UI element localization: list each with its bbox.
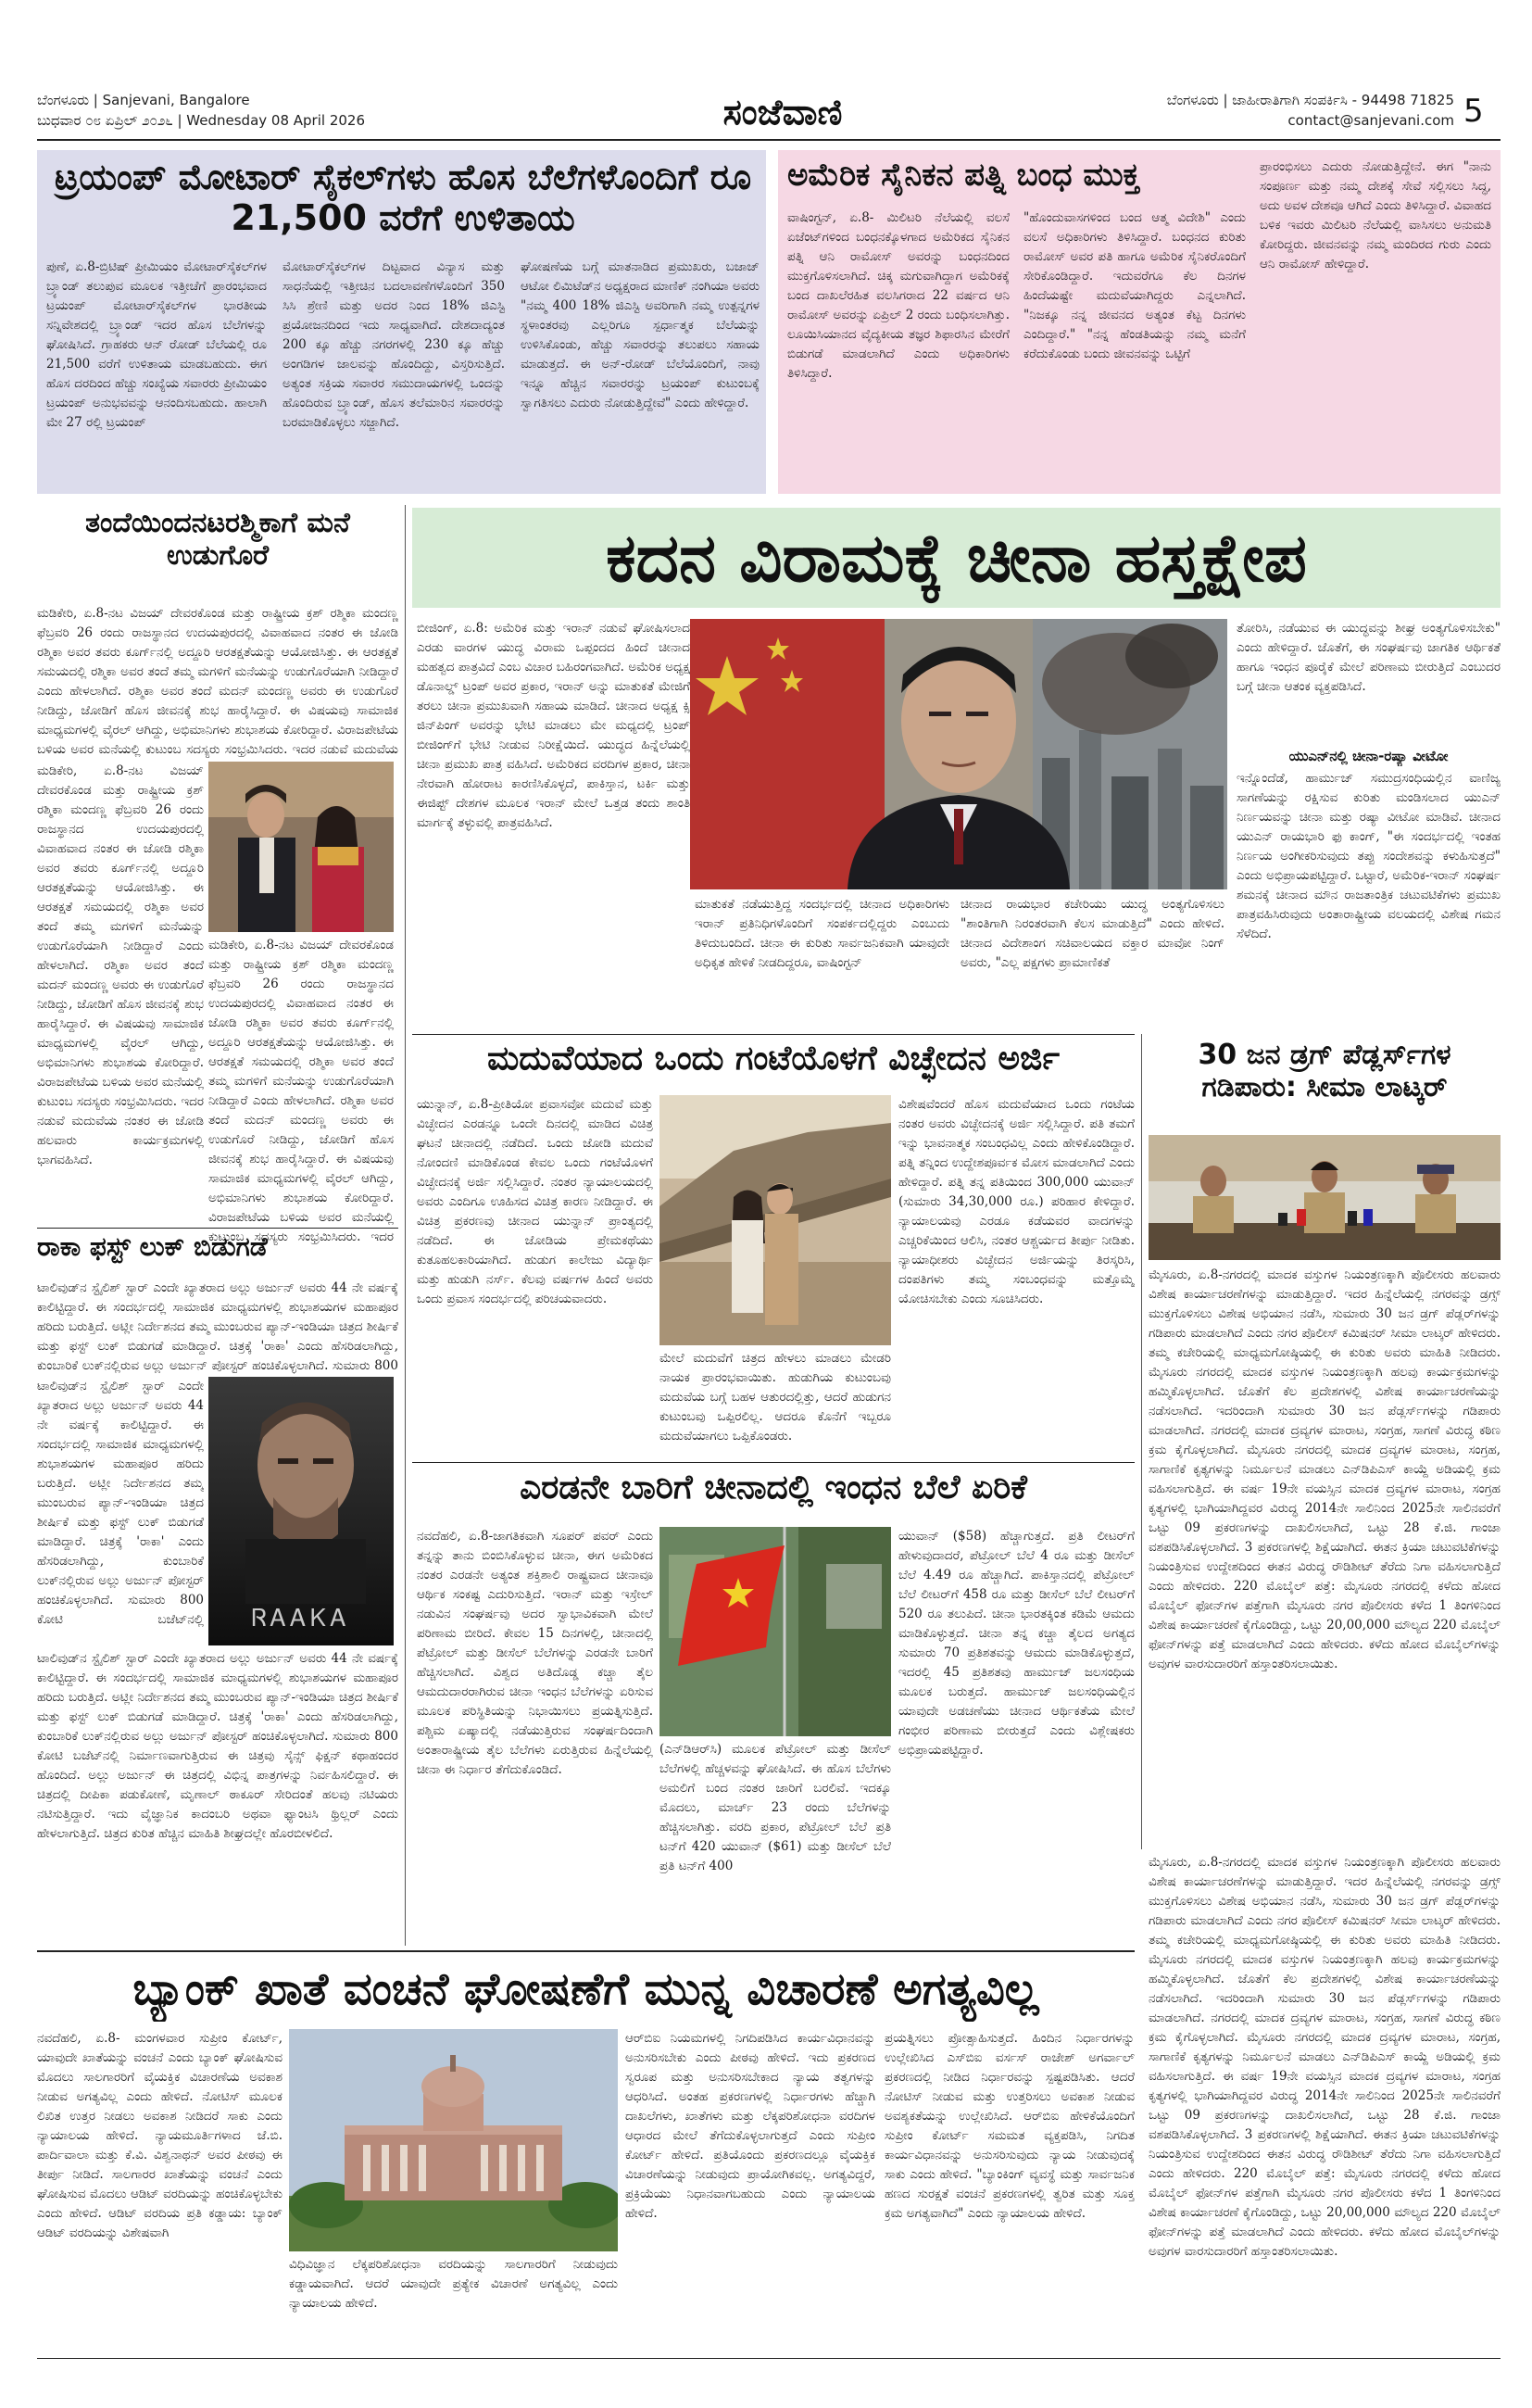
- wedding-couple-photo: [659, 1095, 891, 1345]
- bank-fraud-col2: ಆರ್‌ಬಿಐ ನಿಯಮಗಳಲ್ಲಿ ನಿಗದಿಪಡಿಸಿದ ಕಾರ್ಯವಿಧಾನವನ್ನು ಅನುಸರಿಸಬೇಕು ಎಂದು ಪೀಠವು ಹೇಳಿದೆ. ಇದು ಪ್ರಕರಣದ ಸ್ವರೂಪ ಮತ್ತು ಅನುಸರಿಸಬೇಕಾದ ನ್ಯಾಯ ತತ್ವಗಳನ್ನು ಆಧರಿಸಿದೆ. ಅಂತಹ ಪ್ರಕರಣಗಳಲ್ಲಿ ನಿರ್ಧಾರಗಳು ಹೆಚ್ಚಾಗಿ ದಾಖಲೆಗಳು, ಖಾತೆಗಳು ಮತ್ತು ಲೆಕ್ಕಪರಿಶೋಧನಾ ವರದಿಗಳ ಆಧಾರದ ಮೇಲೆ ತೆಗೆದುಕೊಳ್ಳಲಾಗುತ್ತದೆ ಎಂದು ಸುಪ್ರೀಂ ಕೋರ್ಟ್ ಹೇಳಿದೆ. ಪ್ರತಿಯೊಂದು ಪ್ರಕರಣದಲ್ಲೂ ವೈಯಕ್ತಿಕ ವಿಚಾರಣೆಯನ್ನು ನೀಡುವುದು ಪ್ರಾಯೋಗಿಕವಲ್ಲ. ಅಗತ್ಯವಿದ್ದರೆ, ಪ್ರಕ್ರಿಯೆಯು ನಿಧಾನವಾಗಬಹುದು ಎಂದು ನ್ಯಾಯಾಲಯ ಹೇಳಿದೆ.: [625, 2031, 875, 2221]
- china-ceasefire-col1: ಬೀಜಿಂಗ್, ಏ.8: ಅಮೆರಿಕ ಮತ್ತು ಇರಾನ್ ನಡುವೆ ಘೋಷಿಸಲಾದ ಎರಡು ವಾರಗಳ ಯುದ್ಧ ವಿರಾಮ ಒಪ್ಪಂದದ ಹಿಂದೆ ಚೀನಾದ ಮಹತ್ವದ ಪಾತ್ರವಿದೆ ಎಂಬ ವಿಚಾರ ಬಹಿರಂಗವಾಗಿದೆ. ಅಮೆರಿಕ ಅಧ್ಯಕ್ಷ ಡೊನಾಲ್ಡ್ ಟ್ರಂಪ್ ಅವರ ಪ್ರಕಾರ, ಇರಾನ್ ಅನ್ನು ಮಾತುಕತೆ ಮೇಜಿಗೆ ತರಲು ಚೀನಾ ಪ್ರಮುಖವಾಗಿ ಸಹಾಯ ಮಾಡಿದೆ. ಚೀನಾದ ಅಧ್ಯಕ್ಷ ಕ್ಸಿ ಜಿನ್‌ಪಿಂಗ್ ಅವರನ್ನು ಭೇಟಿ ಮಾಡಲು ಮೇ ಮಧ್ಯದಲ್ಲಿ ಟ್ರಂಪ್ ಬೀಜಿಂಗ್‌ಗೆ ಭೇಟಿ ನೀಡುವ ನಿರೀಕ್ಷೆಯಿದೆ. ಯುದ್ಧದ ಹಿನ್ನೆಲೆಯಲ್ಲಿ ಚೀನಾ ಪ್ರಮುಖ ಪಾತ್ರ ವಹಿಸಿದೆ. ಅಮೆರಿಕದ ವರದಿಗಳ ಪ್ರಕಾರ, ಚೀನಾ ನೇರವಾಗಿ ಹೋರಾಟ ಕಾರಣಿಸಿಕೊಳ್ಳದೆ, ಪಾಕಿಸ್ತಾನ, ಟರ್ಕಿ ಮತ್ತು ಈಜಿಪ್ಟ್ ದೇಶಗಳ ಮೂಲಕ ಇರಾನ್ ಮೇಲೆ ಒತ್ತಡ ತಂದು ಶಾಂತಿ ಮಾರ್ಗಕ್ಕೆ ತಳ್ಳುವಲ್ಲಿ ಪಾತ್ರವಹಿಸಿದೆ.: [417, 621, 690, 830]
- triumph-col2: ಮೋಟಾರ್‌ಸೈಕಲ್‌ಗಳ ದಿಟ್ಟವಾದ ವಿನ್ಯಾಸ ಮತ್ತು ಸಾಧನೆಯಲ್ಲಿ ಇತ್ತೀಚಿನ ಬದಲಾವಣೆಗಳೊಂದಿಗೆ 350 ಸಿಸಿ ಶ್ರೇಣಿ ಮತ್ತು ಅದರ ನಿಂದ 18% ಜಿಎಸ್ಟಿ ಪ್ರಯೋಜನದಿಂದ ಇದು ಸಾಧ್ಯವಾಗಿದೆ. ದೇಶದಾದ್ಯಂತ 200 ಕ್ಕೂ ಹೆಚ್ಚು ನಗರಗಳಲ್ಲಿ 230 ಕ್ಕೂ ಹೆಚ್ಚು ಅಂಗಡಿಗಳ ಜಾಲವನ್ನು ಹೊಂದಿದ್ದು, ವಿಸ್ತರಿಸುತ್ತಿದೆ. ಅತ್ಯಂತ ಸಕ್ರಿಯ ಸವಾರರ ಸಮುದಾಯಗಳಲ್ಲಿ ಒಂದನ್ನು ಹೊಂದಿರುವ ಬ್ರ್ಯಾಂಡ್, ಹೊಸ ತಲೆಮಾರಿನ ಸವಾರರನ್ನು ಬರಮಾಡಿಕೊಳ್ಳಲು ಸಜ್ಜಾಗಿದೆ.: [283, 259, 505, 430]
- china-ceasefire-subhead: ಯುಎನ್‌ನಲ್ಲಿ ಚೀನಾ-ರಷ್ಯಾ ವೀಟೋ: [1288, 748, 1449, 764]
- rashmika-text-top: ಮಡಿಕೇರಿ, ಏ.8-ನಟ ವಿಜಯ್ ದೇವರಕೊಂಡ ಮತ್ತು ರಾಷ್ಟ್ರೀಯ ಕ್ರಶ್ ರಶ್ಮಿಕಾ ಮಂದಣ್ಣ ಫೆಬ್ರವರಿ 26 ರಂದು ರಾಜಸ್ಥಾನದ ಉದಯಪುರದಲ್ಲಿ ವಿವಾಹವಾದ ನಂತರ ಈ ಜೋಡಿ ರಶ್ಮಿಕಾ ಅವರ ತವರು ಕೂರ್ಗ್‌ನಲ್ಲಿ ಅದ್ದೂರಿ ಆರತಕ್ಷತೆಯನ್ನು ಆಯೋಜಿಸಿತ್ತು. ಈ ಆರತಕ್ಷತೆ ಸಮಯದಲ್ಲಿ ರಶ್ಮಿಕಾ ಅವರ ತಂದೆ ತಮ್ಮ ಮಗಳಿಗೆ ಮನೆಯನ್ನು ಉಡುಗೊರೆಯಾಗಿ ನೀಡಿದ್ದಾರೆ ಎಂದು ಹೇಳಲಾಗಿದೆ. ರಶ್ಮಿಕಾ ಅವರ ತಂದೆ ಮದನ್ ಮಂದಣ್ಣ ಅವರು ಈ ಉಡುಗೊರೆ ನೀಡಿದ್ದು, ಜೋಡಿಗೆ ಹೊಸ ಜೀವನಕ್ಕೆ ಶುಭ ಹಾರೈಸಿದ್ದಾರೆ. ಈ ವಿಷಯವು ಸಾಮಾಜಿಕ ಮಾಧ್ಯಮಗಳಲ್ಲಿ ವೈರಲ್ ಆಗಿದ್ದು, ಅಭಿಮಾನಿಗಳು ಶುಭಾಶಯ ಕೋರಿದ್ದಾರೆ. ವಿರಾಜಪೇಟೆಯ ಬಳಿಯ ಅವರ ಮನೆಯಲ್ಲಿ ಕುಟುಂಬ ಸದಸ್ಯರು ಸಂಭ್ರಮಿಸಿದರು. ಇದರ ನಡುವೆ ಮದುವೆಯ: [37, 606, 398, 757]
- rashmika-text-right: ಮಡಿಕೇರಿ, ಏ.8-ನಟ ವಿಜಯ್ ದೇವರಕೊಂಡ ಮತ್ತು ರಾಷ್ಟ್ರೀಯ ಕ್ರಶ್ ರಶ್ಮಿಕಾ ಮಂದಣ್ಣ ಫೆಬ್ರವರಿ 26 ರಂದು ರಾಜಸ್ಥಾನದ ಉದಯಪುರದಲ್ಲಿ ವಿವಾಹವಾದ ನಂತರ ಈ ಜೋಡಿ ರಶ್ಮಿಕಾ ಅವರ ತವರು ಕೂರ್ಗ್‌ನಲ್ಲಿ ಅದ್ದೂರಿ ಆರತಕ್ಷತೆಯನ್ನು ಆಯೋಜಿಸಿತ್ತು. ಈ ಆರತಕ್ಷತೆ ಸಮಯದಲ್ಲಿ ರಶ್ಮಿಕಾ ಅವರ ತಂದೆ ತಮ್ಮ ಮಗಳಿಗೆ ಮನೆಯನ್ನು ಉಡುಗೊರೆಯಾಗಿ ನೀಡಿದ್ದಾರೆ ಎಂದು ಹೇಳಲಾಗಿದೆ. ರಶ್ಮಿಕಾ ಅವರ ತಂದೆ ಮದನ್ ಮಂದಣ್ಣ ಅವರು ಈ ಉಡುಗೊರೆ ನೀಡಿದ್ದು, ಜೋಡಿಗೆ ಹೊಸ ಜೀವನಕ್ಕೆ ಶುಭ ಹಾರೈಸಿದ್ದಾರೆ. ಈ ವಿಷಯವು ಸಾಮಾಜಿಕ ಮಾಧ್ಯಮಗಳಲ್ಲಿ ವೈರಲ್ ಆಗಿದ್ದು, ಅಭಿಮಾನಿಗಳು ಶುಭಾಶಯ ಕೋರಿದ್ದಾರೆ. ವಿರಾಜಪೇಟೆಯ ಬಳಿಯ ಅವರ ಮನೆಯಲ್ಲಿ ಕುಟುಂಬ ಸದಸ್ಯರು ಸಂಭ್ರಮಿಸಿದರು. ಇದರ: [208, 938, 394, 1244]
- divorce-col1: ಯುನ್ನಾನ್, ಏ.8-ಪ್ರೀತಿಯೋ ಪ್ರವಾಸವೋ ಮದುವೆ ಮತ್ತು ವಿಚ್ಛೇದನ ಎರಡನ್ನೂ ಒಂದೇ ದಿನದಲ್ಲಿ ಮಾಡಿದ ವಿಚಿತ್ರ ಘಟನೆ ಚೀನಾದಲ್ಲಿ ನಡೆದಿದೆ. ಒಂದು ಜೋಡಿ ಮದುವೆ ನೋಂದಣಿ ಮಾಡಿಕೊಂಡ ಕೇವಲ ಒಂದು ಗಂಟೆಯೊಳಗೆ ವಿಚ್ಛೇದನಕ್ಕೆ ಅರ್ಜಿ ಸಲ್ಲಿಸಿದ್ದಾರೆ. ನಂತರ ನ್ಯಾಯಾಲಯದಲ್ಲಿ ಅವರು ಎಂದಿಗೂ ಊಹಿಸದ ವಿಚಿತ್ರ ಕಾರಣ ನೀಡಿದ್ದಾರೆ. ಈ ವಿಚಿತ್ರ ಪ್ರಕರಣವು ಚೀನಾದ ಯುನ್ನಾನ್ ಪ್ರಾಂತ್ಯದಲ್ಲಿ ನಡೆದಿದೆ. ಈ ಜೋಡಿಯ ಪ್ರೇಮಕಥೆಯು ಕುತೂಹಲಕಾರಿಯಾಗಿದೆ. ಹುಡುಗ ಕಾಲೇಜು ವಿದ್ಯಾರ್ಥಿ ಮತ್ತು ಹುಡುಗಿ ನರ್ಸ್. ಕೆಲವು ವರ್ಷಗಳ ಹಿಂದೆ ಅವರು ಒಂದು ಪ್ರವಾಸ ಸಂದರ್ಭದಲ್ಲಿ ಪರಿಚಯವಾದರು.: [417, 1097, 653, 1306]
- divorce-headline: ಮದುವೆಯಾದ ಒಂದು ಗಂಟೆಯೊಳಗೆ ವಿಚ್ಛೇದನ ಅರ್ಜಿ: [487, 1040, 1060, 1078]
- xi-jinping-photo: [690, 619, 1227, 889]
- china-flag-photo: [659, 1527, 891, 1736]
- us-soldier-col2: "ಹೊಂದುವಾಸಗಳಿಂದ ಬಂದ ಆತ್ಮ ವಿದೇಶಿ" ಎಂದು ವಲಸೆ ಅಧಿಕಾರಿಗಳು ತಿಳಿಸಿದ್ದಾರೆ. ಬಂಧನದ ಕುರಿತು ರಾಮೋಸ್ ಅವರ ಪತಿ ಹಾಗೂ ಅಮೆರಿಕ ಸೈನಿಕರೊಂದಿಗೆ ಸೇರಿಕೊಂಡಿದ್ದಾರೆ. ಇದುವರೆಗೂ ಕೆಲ ದಿನಗಳ ಹಿಂದೆಯಷ್ಟೇ ಮದುವೆಯಾಗಿದ್ದರು ಎನ್ನಲಾಗಿದೆ. "ನಿಜಕ್ಕೂ ನನ್ನ ಜೀವನದ ಅತ್ಯಂತ ಕೆಟ್ಟ ದಿನಗಳು ಎಂದಿದ್ದಾರೆ." "ನನ್ನ ಹೆಂಡತಿಯನ್ನು ನಮ್ಮ ಮನೆಗೆ ಕರೆದುಕೊಂಡು ಬಂದು ಜೀವನವನ್ನು ಒಟ್ಟಿಗೆ: [1023, 210, 1246, 361]
- fuel-price-col2: ಯುವಾನ್ ($58) ಹೆಚ್ಚಾಗುತ್ತದೆ. ಪ್ರತಿ ಲೀಟರ್‌ಗೆ ಹೇಳುವುದಾದರೆ, ಪೆಟ್ರೋಲ್ ಬೆಲೆ 4 ರೂ ಮತ್ತು ಡೀಸೆಲ್ ಬೆಲೆ 4.49 ರೂ ಹೆಚ್ಚಾಗಿದೆ. ಪಾಕಿಸ್ತಾನದಲ್ಲಿ ಪೆಟ್ರೋಲ್ ಬೆಲೆ ಲೀಟರ್‌ಗೆ 458 ರೂ ಮತ್ತು ಡೀಸೆಲ್ ಬೆಲೆ ಲೀಟರ್‌ಗೆ 520 ರೂ ತಲುಪಿದೆ. ಚೀನಾ ಭಾರತಕ್ಕಿಂತ ಕಡಿಮೆ ಆಮದು ಮಾಡಿಕೊಳ್ಳುತ್ತದೆ. ಚೀನಾ ತನ್ನ ಕಚ್ಚಾ ತೈಲದ ಅಗತ್ಯದ ಸುಮಾರು 70 ಪ್ರತಿಶತವನ್ನು ಆಮದು ಮಾಡಿಕೊಳ್ಳುತ್ತದೆ, ಇದರಲ್ಲಿ 45 ಪ್ರತಿಶತವು ಹಾರ್ಮುಜ್ ಜಲಸಂಧಿಯ ಮೂಲಕ ಬರುತ್ತದೆ. ಹಾರ್ಮುಜ್ ಜಲಸಂಧಿಯಲ್ಲಿನ ಯಾವುದೇ ಅಡಚಣೆಯು ಚೀನಾದ ಆರ್ಥಿಕತೆಯ ಮೇಲೆ ಗಂಭೀರ ಪರಿಣಾಮ ಬೀರುತ್ತದೆ ಎಂದು ವಿಶ್ಲೇಷಕರು ಅಭಿಪ್ರಾಯಪಟ್ಟಿದ್ದಾರೆ.: [898, 1529, 1135, 1758]
- raaka-poster: [208, 1377, 394, 1645]
- divorce-col2: ವಿಶೇಷವೆಂದರೆ ಹೊಸ ಮದುವೆಯಾದ ಒಂದು ಗಂಟೆಯ ನಂತರ ಅವರು ವಿಚ್ಛೇದನಕ್ಕೆ ಅರ್ಜಿ ಸಲ್ಲಿಸಿದ್ದಾರೆ. ಪತಿ ತಮಗೆ ಇನ್ನು ಭಾವನಾತ್ಮಕ ಸಂಬಂಧವಿಲ್ಲ ಎಂದು ಹೇಳಿಕೊಂಡಿದ್ದಾರೆ. ಪತ್ನಿ ತನ್ನಿಂದ ಉದ್ದೇಶಪೂರ್ವಕ ಮೋಸ ಮಾಡಲಾಗಿದೆ ಎಂದು ಹೇಳಿದ್ದಾರೆ. ಪತ್ನಿ ತನ್ನ ಪತಿಯಿಂದ 300,000 ಯುವಾನ್ (ಸುಮಾರು 34,30,000 ರೂ.) ಪರಿಹಾರ ಕೇಳಿದ್ದಾರೆ. ನ್ಯಾಯಾಲಯವು ಎರಡೂ ಕಡೆಯವರ ವಾದಗಳನ್ನು ಎಚ್ಚರಿಕೆಯಿಂದ ಆಲಿಸಿ, ನಂತರ ಆಶ್ಚರ್ಯದ ತೀರ್ಪು ನೀಡಿತು. ನ್ಯಾಯಾಧೀಶರು ವಿಚ್ಛೇದನ ಅರ್ಜಿಯನ್ನು ತಿರಸ್ಕರಿಸಿ, ದಂಪತಿಗಳು ತಮ್ಮ ಸಂಬಂಧವನ್ನು ಮತ್ತೊಮ್ಮೆ ಯೋಚಿಸಬೇಕು ಎಂದು ಸೂಚಿಸಿದರು.: [898, 1097, 1135, 1306]
- raaka-rule: [37, 1228, 398, 1229]
- bank-fraud-caption: ವಿಧಿವಿಜ್ಞಾನ ಲೆಕ್ಕಪರಿಶೋಧನಾ ವರದಿಯನ್ನು ಸಾಲಗಾರರಿಗೆ ನೀಡುವುದು ಕಡ್ಡಾಯವಾಗಿದೆ. ಆದರೆ ಯಾವುದೇ ಪ್ರತ್ಯೇಕ ವಿಚಾರಣೆ ಅಗತ್ಯವಿಲ್ಲ ಎಂದು ನ್ಯಾಯಾಲಯ ಹೇಳಿದೆ.: [289, 2257, 618, 2311]
- china-ceasefire-col2: ಮಾತುಕತೆ ನಡೆಯುತ್ತಿದ್ದ ಸಂದರ್ಭದಲ್ಲಿ ಚೀನಾದ ಅಧಿಕಾರಿಗಳು ಇರಾನ್ ಪ್ರತಿನಿಧಿಗಳೊಂದಿಗೆ ಸಂಪರ್ಕದಲ್ಲಿದ್ದರು ಎಂಬುದು ತಿಳಿದುಬಂದಿದೆ. ಚೀನಾ ಈ ಕುರಿತು ಸಾರ್ವಜನಿಕವಾಗಿ ಯಾವುದೇ ಅಧಿಕೃತ ಹೇಳಿಕೆ ನೀಡದಿದ್ದರೂ, ವಾಷಿಂಗ್ಟನ್: [695, 897, 949, 970]
- bank-fraud-col1: ನವದೆಹಲಿ, ಏ.8- ಮಂಗಳವಾರ ಸುಪ್ರೀಂ ಕೋರ್ಟ್, ಯಾವುದೇ ಖಾತೆಯನ್ನು ವಂಚನೆ ಎಂದು ಬ್ಯಾಂಕ್ ಘೋಷಿಸುವ ಮೊದಲು ಸಾಲಗಾರರಿಗೆ ವೈಯಕ್ತಿಕ ವಿಚಾರಣೆಯ ಅವಕಾಶ ನೀಡುವ ಅಗತ್ಯವಿಲ್ಲ ಎಂದು ಹೇಳಿದೆ. ನೋಟಿಸ್ ಮೂಲಕ ಲಿಖಿತ ಉತ್ತರ ನೀಡಲು ಅವಕಾಶ ನೀಡಿದರೆ ಸಾಕು ಎಂದು ನ್ಯಾಯಾಲಯ ಹೇಳಿದೆ. ನ್ಯಾಯಮೂರ್ತಿಗಳಾದ ಜೆ.ಬಿ. ಪಾರ್ದಿವಾಲಾ ಮತ್ತು ಕೆ.ವಿ. ವಿಶ್ವನಾಥನ್ ಅವರ ಪೀಠವು ಈ ತೀರ್ಪು ನೀಡಿದೆ. ಸಾಲಗಾರರ ಖಾತೆಯನ್ನು ವಂಚನೆ ಎಂದು ಘೋಷಿಸುವ ಮೊದಲು ಆಡಿಟ್ ವರದಿಯನ್ನು ಹಂಚಿಕೊಳ್ಳಬೇಕು ಎಂದು ಹೇಳಿದೆ. ಆಡಿಟ್ ವರದಿಯ ಪ್ರತಿ ಕಡ್ಡಾಯ: ಬ್ಯಾಂಕ್ ಆಡಿಟ್ ವರದಿಯನ್ನು ವಿಶೇಷವಾಗಿ: [37, 2031, 283, 2240]
- rashmika-text-left: ಮಡಿಕೇರಿ, ಏ.8-ನಟ ವಿಜಯ್ ದೇವರಕೊಂಡ ಮತ್ತು ರಾಷ್ಟ್ರೀಯ ಕ್ರಶ್ ರಶ್ಮಿಕಾ ಮಂದಣ್ಣ ಫೆಬ್ರವರಿ 26 ರಂದು ರಾಜಸ್ಥಾನದ ಉದಯಪುರದಲ್ಲಿ ವಿವಾಹವಾದ ನಂತರ ಈ ಜೋಡಿ ರಶ್ಮಿಕಾ ಅವರ ತವರು ಕೂರ್ಗ್‌ನಲ್ಲಿ ಅದ್ದೂರಿ ಆರತಕ್ಷತೆಯನ್ನು ಆಯೋಜಿಸಿತ್ತು. ಈ ಆರತಕ್ಷತೆ ಸಮಯದಲ್ಲಿ ರಶ್ಮಿಕಾ ಅವರ ತಂದೆ ತಮ್ಮ ಮಗಳಿಗೆ ಮನೆಯನ್ನು ಉಡುಗೊರೆಯಾಗಿ ನೀಡಿದ್ದಾರೆ ಎಂದು ಹೇಳಲಾಗಿದೆ. ರಶ್ಮಿಕಾ ಅವರ ತಂದೆ ಮದನ್ ಮಂದಣ್ಣ ಅವರು ಈ ಉಡುಗೊರೆ ನೀಡಿದ್ದು, ಜೋಡಿಗೆ ಹೊಸ ಜೀವನಕ್ಕೆ ಶುಭ ಹಾರೈಸಿದ್ದಾರೆ. ಈ ವಿಷಯವು ಸಾಮಾಜಿಕ ಮಾಧ್ಯಮಗಳಲ್ಲಿ ವೈರಲ್ ಆಗಿದ್ದು, ಅಭಿಮಾನಿಗಳು ಶುಭಾಶಯ ಕೋರಿದ್ದಾರೆ. ವಿರಾಜಪೇಟೆಯ ಬಳಿಯ ಅವರ ಮನೆಯಲ್ಲಿ ಕುಟುಂಬ ಸದಸ್ಯರು ಸಂಭ್ರಮಿಸಿದರು. ಇದರ ನಡುವೆ ಮದುವೆಯ ನಂತರ ಈ ಜೋಡಿ ಹಲವಾರು ಕಾರ್ಯಕ್ರಮಗಳಲ್ಲಿ ಭಾಗವಹಿಸಿದೆ.: [37, 763, 204, 1167]
- fuel-price-col1: ನವದೆಹಲಿ, ಏ.8-ಜಾಗತಿಕವಾಗಿ ಸೂಪರ್ ಪವರ್ ಎಂದು ತನ್ನನ್ನು ತಾನು ಬಿಂಬಿಸಿಕೊಳ್ಳುವ ಚೀನಾ, ಈಗ ಅಮೆರಿಕದ ನಂತರ ಎರಡನೇ ಅತ್ಯಂತ ಶಕ್ತಿಶಾಲಿ ರಾಷ್ಟ್ರವಾದ ಚೀನಾವೂ ಆರ್ಥಿಕ ಸಂಕಷ್ಟ ಎದುರಿಸುತ್ತಿದೆ. ಇರಾನ್ ಮತ್ತು ಇಸ್ರೇಲ್ ನಡುವಿನ ಸಂಘರ್ಷವು ಅದರ ಸ್ವಾಭಾವಿಕವಾಗಿ ಮೇಲೆ ಪರಿಣಾಮ ಬೀರಿದೆ. ಕೇವಲ 15 ದಿನಗಳಲ್ಲಿ, ಚೀನಾದಲ್ಲಿ ಪೆಟ್ರೋಲ್ ಮತ್ತು ಡೀಸೆಲ್ ಬೆಲೆಗಳನ್ನು ಎರಡನೇ ಬಾರಿಗೆ ಹೆಚ್ಚಿಸಲಾಗಿದೆ. ವಿಶ್ವದ ಅತಿದೊಡ್ಡ ಕಚ್ಚಾ ತೈಲ ಆಮದುದಾರರಾಗಿರುವ ಚೀನಾ ಇಂಧನ ಬೆಲೆಗಳನ್ನು ಏರಿಸುವ ಮೂಲಕ ಪರಿಸ್ಥಿತಿಯನ್ನು ನಿಭಾಯಿಸಲು ಪ್ರಯತ್ನಿಸುತ್ತಿದೆ. ಪಶ್ಚಿಮ ಏಷ್ಯಾದಲ್ಲಿ ನಡೆಯುತ್ತಿರುವ ಸಂಘರ್ಷದಿಂದಾಗಿ ಅಂತಾರಾಷ್ಟ್ರೀಯ ತೈಲ ಬೆಲೆಗಳು ಏರುತ್ತಿರುವ ಹಿನ್ನೆಲೆಯಲ್ಲಿ ಚೀನಾ ಈ ನಿರ್ಧಾರ ತೆಗೆದುಕೊಂಡಿದೆ.: [417, 1529, 653, 1777]
- right-column-divider: [1141, 1034, 1142, 1849]
- triumph-headline: ಟ್ರಯಂಪ್ ಮೋಟಾರ್ ಸೈಕಲ್‌ಗಳು ಹೊಸ ಬೆಲೆಗಳೊಂದಿಗೆ ರೂ 21,500 ವರೆಗೆ ಉಳಿತಾಯ: [54, 158, 752, 238]
- rashmika-couple-photo: [208, 762, 394, 932]
- china-ceasefire-headline: ಕದನ ವಿರಾಮಕ್ಕೆ ಚೀನಾ ಹಸ್ತಕ್ಷೇಪ: [606, 519, 1307, 597]
- bank-fraud-headline: ಬ್ಯಾಂಕ್ ಖಾತೆ ವಂಚನೆ ಘೋಷಣೆಗೆ ಮುನ್ನ ವಿಚಾರಣೆ ಅಗತ್ಯವಿಲ್ಲ: [132, 1963, 1039, 2015]
- drug-peddlers-text: ಮೈಸೂರು, ಏ.8-ನಗರದಲ್ಲಿ ಮಾದಕ ವಸ್ತುಗಳ ನಿಯಂತ್ರಣಕ್ಕಾಗಿ ಪೊಲೀಸರು ಹಲವಾರು ವಿಶೇಷ ಕಾರ್ಯಾಚರಣೆಗಳನ್ನು ಮಾಡುತ್ತಿದ್ದಾರೆ. ಇದರ ಹಿನ್ನೆಲೆಯಲ್ಲಿ ನಗರವನ್ನು ಡ್ರಗ್ಸ್ ಮುಕ್ತಗೊಳಿಸಲು ವಿಶೇಷ ಅಭಿಯಾನ ನಡೆಸಿ, ಸುಮಾರು 30 ಜನ ಡ್ರಗ್ ಪೆಡ್ಲರ್‌ಗಳನ್ನು ಗಡಿಪಾರು ಮಾಡಲಾಗಿದೆ ಎಂದು ನಗರ ಪೊಲೀಸ್ ಕಮಿಷನರ್ ಸೀಮಾ ಲಾಟ್ಕರ್ ಹೇಳಿದರು. ತಮ್ಮ ಕಚೇರಿಯಲ್ಲಿ ಮಾಧ್ಯಮಗೋಷ್ಠಿಯಲ್ಲಿ ಈ ಕುರಿತು ಅವರು ಮಾಹಿತಿ ನೀಡಿದರು. ಮೈಸೂರು ನಗರದಲ್ಲಿ ಮಾದಕ ವಸ್ತುಗಳ ನಿಯಂತ್ರಣಕ್ಕಾಗಿ ಹಲವು ಕಾರ್ಯಕ್ರಮಗಳನ್ನು ಹಮ್ಮಿಕೊಳ್ಳಲಾಗಿದೆ. ಜೊತೆಗೆ ಕೆಲ ಪ್ರದೇಶಗಳಲ್ಲಿ ವಿಶೇಷ ಕಾರ್ಯಾಚರಣೆಯನ್ನು ನಡೆಸಲಾಗಿದೆ. ಇದರಿಂದಾಗಿ ಸುಮಾರು 30 ಜನ ಪೆಡ್ಲರ್ಸ್‌ಗಳನ್ನು ಗಡಿಪಾರು ಮಾಡಲಾಗಿದೆ. ನಗರದಲ್ಲಿ ಮಾದಕ ದ್ರವ್ಯಗಳ ಮಾರಾಟ, ಸಂಗ್ರಹ, ಸಾಗಣೆ ವಿರುದ್ಧ ಕಠಿಣ ಕ್ರಮ ಕೈಗೊಳ್ಳಲಾಗಿದೆ. ಮೈಸೂರು ನಗರದಲ್ಲಿ ಮಾದಕ ದ್ರವ್ಯಗಳ ಮಾರಾಟ, ಸಂಗ್ರಹ, ಸಾಗಾಣಿಕೆ ಕೃತ್ಯಗಳನ್ನು ನಿರ್ಮೂಲನೆ ಮಾಡಲು ಎನ್‌ಡಿಪಿಎಸ್ ಕಾಯ್ದೆ ಅಡಿಯಲ್ಲಿ ಕ್ರಮ ವಹಿಸಲಾಗುತ್ತಿದೆ. ಈ ವರ್ಷ 19ನೇ ವಯಸ್ಸಿನ ಮಾದಕ ದ್ರವ್ಯಗಳ ಮಾರಾಟ, ಸಂಗ್ರಹ ಕೃತ್ಯಗಳಲ್ಲಿ ಭಾಗಿಯಾಗಿದ್ದವರ ವಿರುದ್ಧ 2014ನೇ ಸಾಲಿನಿಂದ 2025ನೇ ಸಾಲಿನವರೆಗೆ ಒಟ್ಟು 09 ಪ್ರಕರಣಗಳನ್ನು ದಾಖಲಿಸಲಾಗಿದೆ, ಒಟ್ಟು 28 ಕೆ.ಜಿ. ಗಾಂಜಾ ವಶಪಡಿಸಿಕೊಳ್ಳಲಾಗಿದೆ. 3 ಪ್ರಕರಣಗಳಲ್ಲಿ ಶಿಕ್ಷೆಯಾಗಿದೆ. ಈತನ ಕ್ರಿಯಾ ಚಟುವಟಿಕೆಗಳನ್ನು ನಿಯಂತ್ರಿಸುವ ಉದ್ದೇಶದಿಂದ ಈತನ ವಿರುದ್ಧ ರೌಡಿಶೀಟ್ ತೆರೆದು ನಿಗಾ ವಹಿಸಲಾಗುತ್ತಿದೆ ಎಂದು ಹೇಳಿದರು. 220 ಮೊಬೈಲ್ ಪತ್ತೆ: ಮೈಸೂರು ನಗರದಲ್ಲಿ ಕಳೆದು ಹೋದ ಮೊಬೈಲ್ ಫೋನ್‌ಗಳ ಪತ್ತೆಗಾಗಿ ಮೈಸೂರು ನಗರ ಪೊಲೀಸರು ಕಳೆದ 1 ತಿಂಗಳಿನಿಂದ ವಿಶೇಷ ಕಾರ್ಯಾಚರಣೆ ಕೈಗೊಂಡಿದ್ದು, ಒಟ್ಟು 20,00,000 ಮೌಲ್ಯದ 220 ಮೊಬೈಲ್ ಫೋನ್‌ಗಳನ್ನು ಪತ್ತೆ ಮಾಡಲಾಗಿದೆ ಎಂದು ಹೇಳಿದರು. ಕಳೆದು ಹೋದ ಮೊಬೈಲ್‌ಗಳನ್ನು ಅವುಗಳ ವಾರಸುದಾರರಿಗೆ ಹಸ್ತಾಂತರಿಸಲಾಯಿತು.: [1149, 1267, 1501, 1671]
- bank-fraud-rule: [37, 1950, 1135, 1952]
- raaka-text-left: ಟಾಲಿವುಡ್‌ನ ಸ್ಟೈಲಿಶ್ ಸ್ಟಾರ್ ಎಂದೇ ಖ್ಯಾತರಾದ ಅಲ್ಲು ಅರ್ಜುನ್ ಅವರು 44 ನೇ ವರ್ಷಕ್ಕೆ ಕಾಲಿಟ್ಟಿದ್ದಾರೆ. ಈ ಸಂದರ್ಭದಲ್ಲಿ ಸಾಮಾಜಿಕ ಮಾಧ್ಯಮಗಳಲ್ಲಿ ಶುಭಾಶಯಗಳ ಮಹಾಪೂರ ಹರಿದು ಬರುತ್ತಿದೆ. ಅಟ್ಲೀ ನಿರ್ದೇಶನದ ತಮ್ಮ ಮುಂಬರುವ ಪ್ಯಾನ್-ಇಂಡಿಯಾ ಚಿತ್ರದ ಶೀರ್ಷಿಕೆ ಮತ್ತು ಫಸ್ಟ್ ಲುಕ್ ಬಿಡುಗಡೆ ಮಾಡಿದ್ದಾರೆ. ಚಿತ್ರಕ್ಕೆ 'ರಾಕಾ' ಎಂದು ಹೆಸರಿಡಲಾಗಿದ್ದು, ಕುಂಬಾರಿಕೆ ಲುಕ್‌ನಲ್ಲಿರುವ ಅಲ್ಲು ಅರ್ಜುನ್ ಪೋಸ್ಟರ್ ಹಂಚಿಕೊಳ್ಳಲಾಗಿದೆ. ಸುಮಾರು 800 ಕೋಟಿ ಬಜೆಟ್‌ನಲ್ಲಿ: [37, 1379, 204, 1627]
- drug-peddlers-headline: 30 ಜನ ಡ್ರಗ್ ಪೆಡ್ಲರ್ಸ್‌ಗಳ ಗಡಿಪಾರು: ಸೀಮಾ ಲಾಟ್ಕರ್: [1198, 1040, 1451, 1103]
- raaka-poster-title: ᏒᎪᎪᏦᎪ: [251, 1605, 351, 1633]
- header-location: ಬೆಂಗಳೂರು | Sanjevani, Bangalore: [37, 92, 250, 108]
- supreme-court-photo: [289, 2029, 618, 2251]
- police-press-meet-photo: [1149, 1135, 1501, 1260]
- china-ceasefire-col4b: ಇನ್ನೊಂದೆಡೆ, ಹಾರ್ಮುಜ್ ಸಮುದ್ರಸಂಧಿಯಲ್ಲಿನ ವಾಣಿಜ್ಯ ಸಾಗಣೆಯನ್ನು ರಕ್ಷಿಸುವ ಕುರಿತು ಮಂಡಿಸಲಾದ ಯುಎನ್ ನಿರ್ಣಯವನ್ನು ಚೀನಾ ಮತ್ತು ರಷ್ಯಾ ವೀಟೋ ಮಾಡಿವೆ. ಚೀನಾದ ಯುಎನ್ ರಾಯಭಾರಿ ಫು ಕಾಂಗ್, "ಈ ಸಂದರ್ಭದಲ್ಲಿ ಇಂತಹ ನಿರ್ಣಯ ಅಂಗೀಕರಿಸುವುದು ತಪ್ಪು ಸಂದೇಶವನ್ನು ಕಳುಹಿಸುತ್ತದೆ" ಎಂದು ಅಭಿಪ್ರಾಯಪಟ್ಟಿದ್ದಾರೆ. ಒಟ್ಟಾರೆ, ಅಮೆರಿಕ-ಇರಾನ್ ಸಂಘರ್ಷ ಶಮನಕ್ಕೆ ಚೀನಾದ ಮೌನ ರಾಜತಾಂತ್ರಿಕ ಚಟುವಟಿಕೆಗಳು ಪ್ರಮುಖ ಪಾತ್ರವಹಿಸಿರುವುದು ಅಂತಾರಾಷ್ಟ್ರೀಯ ವಲಯದಲ್ಲಿ ವಿಶೇಷ ಗಮನ ಸೆಳೆದಿದೆ.: [1237, 771, 1501, 941]
- header-email: contact@sanjevani.com: [1287, 112, 1454, 129]
- fuel-price-headline: ಎರಡನೇ ಬಾರಿಗೆ ಚೀನಾದಲ್ಲಿ ಇಂಧನ ಬೆಲೆ ಏರಿಕೆ: [520, 1469, 1027, 1507]
- us-soldier-col3: ಪ್ರಾರಂಭಿಸಲು ಎದುರು ನೋಡುತ್ತಿದ್ದೇನೆ. ಈಗ "ನಾನು ಸಂಪೂರ್ಣ ಮತ್ತು ನಮ್ಮ ದೇಶಕ್ಕೆ ಸೇವೆ ಸಲ್ಲಿಸಲು ಸಿದ್ಧ, ಅದು ಅವಳ ದೇಶವೂ ಆಗಿದೆ ಎಂದು ತಿಳಿಸಿದ್ದಾರೆ. ವಿವಾಹದ ಬಳಿಕ ಇವರು ಮಿಲಿಟರಿ ನೆಲೆಯಲ್ಲಿ ವಾಸಿಸಲು ಅನುಮತಿ ಕೋರಿದ್ದರು. ಜೀವನವನ್ನು ನಮ್ಮ ಮಂದಿರದ ಗುರು ಎಂದು ಆನಿ ರಾಮೋಸ್ ಹೇಳಿದ್ದಾರೆ.: [1260, 159, 1491, 271]
- triumph-col3: ಘೋಷಣೆಯ ಬಗ್ಗೆ ಮಾತನಾಡಿದ ಪ್ರಮುಖರು, ಬಜಾಜ್ ಆಟೋ ಲಿಮಿಟೆಡ್‌ನ ಅಧ್ಯಕ್ಷರಾದ ಮಾಣಿಕ್ ನಂಗಿಯಾ ಅವರು "ನಮ್ಮ 400 18% ಜಿಎಸ್ಟಿ ಅವರಿಗಾಗಿ ನಮ್ಮ ಉತ್ಪನ್ನಗಳ ಸ್ಥಳಾಂತರವು ಎಲ್ಲರಿಗೂ ಸ್ಪರ್ಧಾತ್ಮಕ ಬೆಲೆಯನ್ನು ಉಳಿಸಿಕೊಂಡು, ಹೆಚ್ಚು ಸವಾರರನ್ನು ತಲುಪಲು ಸಹಾಯ ಮಾಡುತ್ತದೆ. ಈ ಅನ್-ರೋಡ್ ಬೆಲೆಯೊಂದಿಗೆ, ನಾವು ಇನ್ನೂ ಹೆಚ್ಚಿನ ಸವಾರರನ್ನು ಟ್ರಯಂಪ್ ಕುಟುಂಬಕ್ಕೆ ಸ್ವಾಗತಿಸಲು ಎದುರು ನೋಡುತ್ತಿದ್ದೇವೆ" ಎಂದು ಹೇಳಿದ್ದಾರೆ.: [521, 259, 760, 410]
- masthead-logo: ಸಂಜೆವಾಣಿ: [722, 91, 843, 132]
- china-ceasefire-col4: ತೋರಿಸಿ, ನಡೆಯುವ ಈ ಯುದ್ಧವನ್ನು ಶೀಘ್ರ ಅಂತ್ಯಗೊಳಿಸಬೇಕು" ಎಂದು ಹೇಳಿದ್ದಾರೆ. ಜೊತೆಗೆ, ಈ ಸಂಘರ್ಷವು ಜಾಗತಿಕ ಆರ್ಥಿಕತೆ ಹಾಗೂ ಇಂಧನ ಪೂರೈಕೆ ಮೇಲೆ ಪರಿಣಾಮ ಬೀರುತ್ತಿದೆ ಎಂಬುದರ ಬಗ್ಗೆ ಚೀನಾ ಆತಂಕ ವ್ಯಕ್ತಪಡಿಸಿದೆ.: [1237, 621, 1501, 694]
- raaka-text-top: ಟಾಲಿವುಡ್‌ನ ಸ್ಟೈಲಿಶ್ ಸ್ಟಾರ್ ಎಂದೇ ಖ್ಯಾತರಾದ ಅಲ್ಲು ಅರ್ಜುನ್ ಅವರು 44 ನೇ ವರ್ಷಕ್ಕೆ ಕಾಲಿಟ್ಟಿದ್ದಾರೆ. ಈ ಸಂದರ್ಭದಲ್ಲಿ ಸಾಮಾಜಿಕ ಮಾಧ್ಯಮಗಳಲ್ಲಿ ಶುಭಾಶಯಗಳ ಮಹಾಪೂರ ಹರಿದು ಬರುತ್ತಿದೆ. ಅಟ್ಲೀ ನಿರ್ದೇಶನದ ತಮ್ಮ ಮುಂಬರುವ ಪ್ಯಾನ್-ಇಂಡಿಯಾ ಚಿತ್ರದ ಶೀರ್ಷಿಕೆ ಮತ್ತು ಫಸ್ಟ್ ಲುಕ್ ಬಿಡುಗಡೆ ಮಾಡಿದ್ದಾರೆ. ಚಿತ್ರಕ್ಕೆ 'ರಾಕಾ' ಎಂದು ಹೆಸರಿಡಲಾಗಿದ್ದು, ಕುಂಬಾರಿಕೆ ಲುಕ್‌ನಲ್ಲಿರುವ ಅಲ್ಲು ಅರ್ಜುನ್ ಪೋಸ್ಟರ್ ಹಂಚಿಕೊಳ್ಳಲಾಗಿದೆ. ಸುಮಾರು 800: [37, 1280, 398, 1373]
- fuel-price-rule: [412, 1462, 1135, 1463]
- header-date: ಬುಧವಾರ ೦೮ ಏಪ್ರಿಲ್ ೨೦೨೬ | Wednesday 08 April 2026: [37, 112, 365, 129]
- raaka-headline: ರಾಕಾ ಫಸ್ಟ್ ಲುಕ್ ಬಿಡುಗಡೆ: [37, 1232, 268, 1262]
- fuel-price-caption: (ಎನ್‌ಡಿಆರ್‌ಸಿ) ಮೂಲಕ ಪೆಟ್ರೋಲ್ ಮತ್ತು ಡೀಸೆಲ್ ಬೆಲೆಗಳಲ್ಲಿ ಹೆಚ್ಚಳವನ್ನು ಘೋಷಿಸಿದೆ. ಈ ಹೊಸ ಬೆಲೆಗಳು ಅಮಲಿಗೆ ಬಂದ ನಂತರ ಜಾರಿಗೆ ಬರಲಿವೆ. ಇದಕ್ಕೂ ಮೊದಲು, ಮಾರ್ಚ್ 23 ರಂದು ಬೆಲೆಗಳನ್ನು ಹೆಚ್ಚಿಸಲಾಗಿತ್ತು. ವರದಿ ಪ್ರಕಾರ, ಪೆಟ್ರೋಲ್ ಬೆಲೆ ಪ್ರತಿ ಟನ್‌ಗೆ 420 ಯುವಾನ್ ($61) ಮತ್ತು ಡೀಸೆಲ್ ಬೆಲೆ ಪ್ರತಿ ಟನ್‌ಗೆ 400: [659, 1742, 891, 1873]
- us-soldier-col1: ವಾಷಿಂಗ್ಟನ್, ಏ.8- ಮಿಲಿಟರಿ ನೆಲೆಯಲ್ಲಿ ವಲಸೆ ಏಜೆಂಟ್‌ಗಳಿಂದ ಬಂಧನಕ್ಕೊಳಗಾದ ಅಮೆರಿಕದ ಸೈನಿಕನ ಪತ್ನಿ ಆನಿ ರಾಮೋಸ್ ಅವರನ್ನು ಬಂಧನದಿಂದ ಮುಕ್ತಗೊಳಿಸಲಾಗಿದೆ. ಚಿಕ್ಕ ಮಗುವಾಗಿದ್ದಾಗ ಅಮೆರಿಕಕ್ಕೆ ಬಂದ ದಾಖಲೆರಹಿತ ವಲಸಿಗರಾದ 22 ವರ್ಷದ ಆನಿ ರಾಮೋಸ್ ಅವರನ್ನು ಏಪ್ರಿಲ್ 2 ರಂದು ಬಂಧಿಸಲಾಗಿತ್ತು. ಲೂಯಿಸಿಯಾನದ ವೈದ್ಯಕೀಯ ತಜ್ಞರ ಶಿಫಾರಸಿನ ಮೇರೆಗೆ ಬಿಡುಗಡೆ ಮಾಡಲಾಗಿದೆ ಎಂದು ಅಧಿಕಾರಿಗಳು ತಿಳಿಸಿದ್ದಾರೆ.: [787, 210, 1010, 381]
- china-ceasefire-col3: ಚೀನಾದ ರಾಯಭಾರ ಕಚೇರಿಯು ಯುದ್ಧ ಅಂತ್ಯಗೊಳಿಸಲು "ಶಾಂತಿಗಾಗಿ ನಿರಂತರವಾಗಿ ಕೆಲಸ ಮಾಡುತ್ತಿದೆ" ಎಂದು ಹೇಳಿದೆ. ಚೀನಾದ ವಿದೇಶಾಂಗ ಸಚಿವಾಲಯದ ವಕ್ತಾರ ಮಾವೋ ನಿಂಗ್ ಅವರು, "ಎಲ್ಲ ಪಕ್ಷಗಳು ಪ್ರಾಮಾಣಿಕತೆ: [961, 897, 1224, 970]
- divorce-rule: [412, 1034, 1135, 1035]
- triumph-col1: ಪುಣೆ, ಏ.8-ಬ್ರಿಟಿಷ್ ಪ್ರೀಮಿಯಂ ಮೋಟಾರ್‌ಸೈಕಲ್‌ಗಳ ಬ್ರ್ಯಾಂಡ್ ತಲುಪುವ ಮೂಲಕ ಇತ್ತೀಚೆಗೆ ಪ್ರಾರಂಭವಾದ ಟ್ರಯಂಪ್ ಮೋಟಾರ್‌ಸೈಕಲ್‌ಗಳ ಭಾರತೀಯ ಸನ್ನಿವೇಶದಲ್ಲಿ ಬ್ರ್ಯಾಂಡ್ ಇದರ ಹೊಸ ಬೆಲೆಗಳನ್ನು ಘೋಷಿಸಿದೆ. ಗ್ರಾಹಕರು ಆನ್ ರೋಡ್ ಬೆಲೆಯಲ್ಲಿ ರೂ 21,500 ವರೆಗೆ ಉಳಿತಾಯ ಮಾಡಬಹುದು. ಈಗ ಹೊಸ ದರದಿಂದ ಹೆಚ್ಚು ಸಂಖ್ಯೆಯ ಸವಾರರು ಪ್ರೀಮಿಯಂ ಟ್ರಯಂಪ್ ಅನುಭವವನ್ನು ಆನಂದಿಸಬಹುದು. ಹಾಲಾಗಿ ಮೇ 27 ರಲ್ಲಿ ಟ್ರಯಂಪ್: [46, 259, 267, 430]
- us-soldier-headline: ಅಮೆರಿಕ ಸೈನಿಕನ ಪತ್ನಿ ಬಂಧ ಮುಕ್ತ: [787, 158, 1140, 194]
- bank-fraud-col3: ಪ್ರಯತ್ನಿಸಲು ಪ್ರೋತ್ಸಾಹಿಸುತ್ತದೆ. ಹಿಂದಿನ ನಿರ್ಧಾರಗಳನ್ನು ಉಲ್ಲೇಖಿಸಿದ ಎಸ್‌ಬಿಐ ವರ್ಸಸ್ ರಾಜೇಶ್ ಅಗರ್ವಾಲ್ ಪ್ರಕರಣದಲ್ಲಿ ನೀಡಿದ ನಿರ್ಧಾರವನ್ನು ಸ್ಪಷ್ಟಪಡಿಸಿತು. ಆದರೆ ನೋಟಿಸ್ ನೀಡುವ ಮತ್ತು ಉತ್ತರಿಸಲು ಅವಕಾಶ ನೀಡುವ ಅವಶ್ಯಕತೆಯನ್ನು ಉಲ್ಲೇಖಿಸಿದೆ. ಆರ್‌ಬಿಐ ಹೇಳಿಕೆಯೊಂದಿಗೆ ಸುಪ್ರೀಂ ಕೋರ್ಟ್ ಸಮಮತ ವ್ಯಕ್ತಪಡಿಸಿ, ನಿಗದಿತ ಕಾರ್ಯವಿಧಾನವನ್ನು ಅನುಸರಿಸುವುದು ನ್ಯಾಯ ನೀಡುವುದಕ್ಕೆ ಸಾಕು ಎಂದು ಹೇಳಿದೆ. "ಬ್ಯಾಂಕಿಂಗ್ ವ್ಯವಸ್ಥೆ ಮತ್ತು ಸಾರ್ವಜನಿಕ ಹಣದ ಸುರಕ್ಷತೆ ವಂಚನೆ ಪ್ರಕರಣಗಳಲ್ಲಿ ತ್ವರಿತ ಮತ್ತು ಸೂಕ್ತ ಕ್ರಮ ಅಗತ್ಯವಾಗಿದೆ" ಎಂದು ನ್ಯಾಯಾಲಯ ಹೇಳಿದೆ.: [885, 2031, 1135, 2221]
- page-number: 5: [1463, 93, 1484, 130]
- header-ad-contact: ಬೆಂಗಳೂರು | ಜಾಹೀರಾತಿಗಾಗಿ ಸಂಪರ್ಕಿಸಿ - 94498 71825: [1166, 92, 1454, 108]
- divorce-photo-caption: ಮೇಲೆ ಮದುವೆಗೆ ಚಿತ್ರದ ಹೇಳಲು ಮಾಡಲು ಮೇಡರಿ ನಾಯಕ ಪ್ರಾರಂಭವಾಯಿತು. ಹುಡುಗಿಯ ಕುಟುಂಬವು ಮದುವೆಯ ಬಗ್ಗೆ ಬಹಳ ಆತುರದಲ್ಲಿತ್ತು, ಆದರೆ ಹುಡುಗನ ಕುಟುಂಬವು ಒಪ್ಪಿರಲಿಲ್ಲ. ಆದರೂ ಕೊನೆಗೆ ಇಬ್ಬರೂ ಮದುವೆಯಾಗಲು ಒಪ್ಪಿಕೊಂಡರು.: [659, 1351, 891, 1444]
- footer-rule: [37, 2358, 1501, 2359]
- drug-peddlers-text-continued: ಮೈಸೂರು, ಏ.8-ನಗರದಲ್ಲಿ ಮಾದಕ ವಸ್ತುಗಳ ನಿಯಂತ್ರಣಕ್ಕಾಗಿ ಪೊಲೀಸರು ಹಲವಾರು ವಿಶೇಷ ಕಾರ್ಯಾಚರಣೆಗಳನ್ನು ಮಾಡುತ್ತಿದ್ದಾರೆ. ಇದರ ಹಿನ್ನೆಲೆಯಲ್ಲಿ ನಗರವನ್ನು ಡ್ರಗ್ಸ್ ಮುಕ್ತಗೊಳಿಸಲು ವಿಶೇಷ ಅಭಿಯಾನ ನಡೆಸಿ, ಸುಮಾರು 30 ಜನ ಡ್ರಗ್ ಪೆಡ್ಲರ್‌ಗಳನ್ನು ಗಡಿಪಾರು ಮಾಡಲಾಗಿದೆ ಎಂದು ನಗರ ಪೊಲೀಸ್ ಕಮಿಷನರ್ ಸೀಮಾ ಲಾಟ್ಕರ್ ಹೇಳಿದರು. ತಮ್ಮ ಕಚೇರಿಯಲ್ಲಿ ಮಾಧ್ಯಮಗೋಷ್ಠಿಯಲ್ಲಿ ಈ ಕುರಿತು ಅವರು ಮಾಹಿತಿ ನೀಡಿದರು. ಮೈಸೂರು ನಗರದಲ್ಲಿ ಮಾದಕ ವಸ್ತುಗಳ ನಿಯಂತ್ರಣಕ್ಕಾಗಿ ಹಲವು ಕಾರ್ಯಕ್ರಮಗಳನ್ನು ಹಮ್ಮಿಕೊಳ್ಳಲಾಗಿದೆ. ಜೊತೆಗೆ ಕೆಲ ಪ್ರದೇಶಗಳಲ್ಲಿ ವಿಶೇಷ ಕಾರ್ಯಾಚರಣೆಯನ್ನು ನಡೆಸಲಾಗಿದೆ. ಇದರಿಂದಾಗಿ ಸುಮಾರು 30 ಜನ ಪೆಡ್ಲರ್ಸ್‌ಗಳನ್ನು ಗಡಿಪಾರು ಮಾಡಲಾಗಿದೆ. ನಗರದಲ್ಲಿ ಮಾದಕ ದ್ರವ್ಯಗಳ ಮಾರಾಟ, ಸಂಗ್ರಹ, ಸಾಗಣೆ ವಿರುದ್ಧ ಕಠಿಣ ಕ್ರಮ ಕೈಗೊಳ್ಳಲಾಗಿದೆ. ಮೈಸೂರು ನಗರದಲ್ಲಿ ಮಾದಕ ದ್ರವ್ಯಗಳ ಮಾರಾಟ, ಸಂಗ್ರಹ, ಸಾಗಾಣಿಕೆ ಕೃತ್ಯಗಳನ್ನು ನಿರ್ಮೂಲನೆ ಮಾಡಲು ಎನ್‌ಡಿಪಿಎಸ್ ಕಾಯ್ದೆ ಅಡಿಯಲ್ಲಿ ಕ್ರಮ ವಹಿಸಲಾಗುತ್ತಿದೆ. ಈ ವರ್ಷ 19ನೇ ವಯಸ್ಸಿನ ಮಾದಕ ದ್ರವ್ಯಗಳ ಮಾರಾಟ, ಸಂಗ್ರಹ ಕೃತ್ಯಗಳಲ್ಲಿ ಭಾಗಿಯಾಗಿದ್ದವರ ವಿರುದ್ಧ 2014ನೇ ಸಾಲಿನಿಂದ 2025ನೇ ಸಾಲಿನವರೆಗೆ ಒಟ್ಟು 09 ಪ್ರಕರಣಗಳನ್ನು ದಾಖಲಿಸಲಾಗಿದೆ, ಒಟ್ಟು 28 ಕೆ.ಜಿ. ಗಾಂಜಾ ವಶಪಡಿಸಿಕೊಳ್ಳಲಾಗಿದೆ. 3 ಪ್ರಕರಣಗಳಲ್ಲಿ ಶಿಕ್ಷೆಯಾಗಿದೆ. ಈತನ ಕ್ರಿಯಾ ಚಟುವಟಿಕೆಗಳನ್ನು ನಿಯಂತ್ರಿಸುವ ಉದ್ದೇಶದಿಂದ ಈತನ ವಿರುದ್ಧ ರೌಡಿಶೀಟ್ ತೆರೆದು ನಿಗಾ ವಹಿಸಲಾಗುತ್ತಿದೆ ಎಂದು ಹೇಳಿದರು. 220 ಮೊಬೈಲ್ ಪತ್ತೆ: ಮೈಸೂರು ನಗರದಲ್ಲಿ ಕಳೆದು ಹೋದ ಮೊಬೈಲ್ ಫೋನ್‌ಗಳ ಪತ್ತೆಗಾಗಿ ಮೈಸೂರು ನಗರ ಪೊಲೀಸರು ಕಳೆದ 1 ತಿಂಗಳಿನಿಂದ ವಿಶೇಷ ಕಾರ್ಯಾಚರಣೆ ಕೈಗೊಂಡಿದ್ದು, ಒಟ್ಟು 20,00,000 ಮೌಲ್ಯದ 220 ಮೊಬೈಲ್ ಫೋನ್‌ಗಳನ್ನು ಪತ್ತೆ ಮಾಡಲಾಗಿದೆ ಎಂದು ಹೇಳಿದರು. ಕಳೆದು ಹೋದ ಮೊಬೈಲ್‌ಗಳನ್ನು ಅವುಗಳ ವಾರಸುದಾರರಿಗೆ ಹಸ್ತಾಂತರಿಸಲಾಯಿತು.: [1149, 1855, 1501, 2259]
- raaka-text-bottom: ಟಾಲಿವುಡ್‌ನ ಸ್ಟೈಲಿಶ್ ಸ್ಟಾರ್ ಎಂದೇ ಖ್ಯಾತರಾದ ಅಲ್ಲು ಅರ್ಜುನ್ ಅವರು 44 ನೇ ವರ್ಷಕ್ಕೆ ಕಾಲಿಟ್ಟಿದ್ದಾರೆ. ಈ ಸಂದರ್ಭದಲ್ಲಿ ಸಾಮಾಜಿಕ ಮಾಧ್ಯಮಗಳಲ್ಲಿ ಶುಭಾಶಯಗಳ ಮಹಾಪೂರ ಹರಿದು ಬರುತ್ತಿದೆ. ಅಟ್ಲೀ ನಿರ್ದೇಶನದ ತಮ್ಮ ಮುಂಬರುವ ಪ್ಯಾನ್-ಇಂಡಿಯಾ ಚಿತ್ರದ ಶೀರ್ಷಿಕೆ ಮತ್ತು ಫಸ್ಟ್ ಲುಕ್ ಬಿಡುಗಡೆ ಮಾಡಿದ್ದಾರೆ. ಚಿತ್ರಕ್ಕೆ 'ರಾಕಾ' ಎಂದು ಹೆಸರಿಡಲಾಗಿದ್ದು, ಕುಂಬಾರಿಕೆ ಲುಕ್‌ನಲ್ಲಿರುವ ಅಲ್ಲು ಅರ್ಜುನ್ ಪೋಸ್ಟರ್ ಹಂಚಿಕೊಳ್ಳಲಾಗಿದೆ. ಸುಮಾರು 800 ಕೋಟಿ ಬಜೆಟ್‌ನಲ್ಲಿ ನಿರ್ಮಾಣವಾಗುತ್ತಿರುವ ಈ ಚಿತ್ರವು ಸೈನ್ಸ್ ಫಿಕ್ಷನ್ ಕಥಾಹಂದರ ಹೊಂದಿದೆ. ಅಲ್ಲು ಅರ್ಜುನ್ ಈ ಚಿತ್ರದಲ್ಲಿ ವಿಭಿನ್ನ ಪಾತ್ರಗಳನ್ನು ನಿರ್ವಹಿಸಲಿದ್ದಾರೆ. ಈ ಚಿತ್ರದಲ್ಲಿ ದೀಪಿಕಾ ಪಡುಕೋಣೆ, ಮೃಣಾಲ್ ಠಾಕೂರ್ ಸೇರಿದಂತೆ ಹಲವು ನಟಿಯರು ನಟಿಸುತ್ತಿದ್ದಾರೆ. ಇದು ವೈಜ್ಞಾನಿಕ ಕಾದಂಬರಿ ಅಥವಾ ಫ್ಯಾಂಟಸಿ ಥ್ರಿಲ್ಲರ್ ಎಂದು ಹೇಳಲಾಗುತ್ತಿದೆ. ಚಿತ್ರದ ಕುರಿತ ಹೆಚ್ಚಿನ ಮಾಹಿತಿ ಶೀಘ್ರದಲ್ಲೇ ಹೊರಬೀಳಲಿದೆ.: [37, 1651, 398, 1841]
- left-column-divider: [405, 505, 406, 1946]
- header-rule: [37, 139, 1501, 141]
- rashmika-headline: ತಂದೆಯಿಂದನಟರಶ್ಮಿಕಾಗೆ ಮನೆ ಉಡುಗೊರೆ: [85, 508, 350, 572]
